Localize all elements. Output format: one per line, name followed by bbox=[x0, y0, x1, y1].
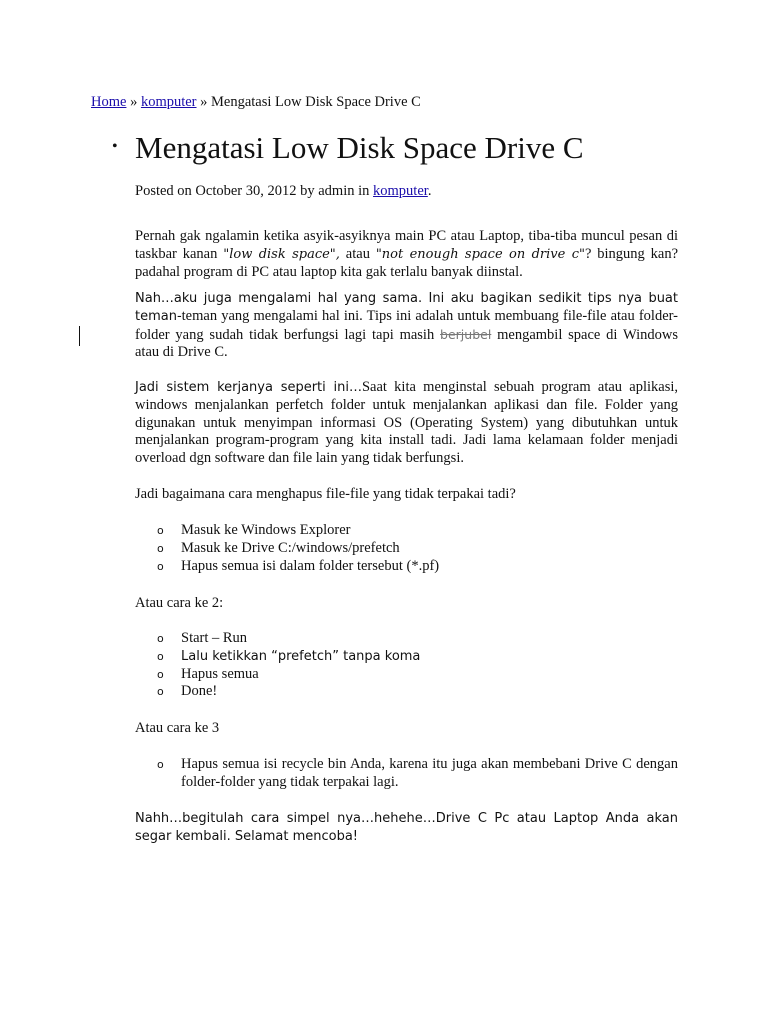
paragraph-6: Atau cara ke 3 bbox=[135, 720, 220, 736]
text-cursor-icon bbox=[79, 326, 80, 346]
list-item bbox=[0, 630, 678, 648]
post-meta-suffix: . bbox=[427, 183, 432, 199]
post-title-row bbox=[0, 128, 768, 172]
list-item bbox=[0, 683, 678, 701]
paragraph-1 bbox=[135, 228, 678, 281]
list-bullet-icon: o bbox=[157, 559, 164, 573]
paragraph-text: mengambil space di Windows atau di Drive C. bbox=[135, 326, 679, 361]
list-item-text: Done! bbox=[181, 683, 218, 700]
breadcrumb-separator: » bbox=[196, 94, 212, 110]
breadcrumb-current: Mengatasi Low Disk Space Drive C bbox=[211, 94, 421, 110]
steps-list-3 bbox=[0, 756, 768, 792]
list-item-text: Masuk ke Drive C:/windows/prefetch bbox=[181, 539, 400, 556]
paragraph-text: Nah…aku juga mengalami hal yang sama. Ini aku bagikan sedikit tips nya buat teman- bbox=[135, 291, 678, 324]
breadcrumb-separator: » bbox=[126, 94, 141, 110]
steps-list-2 bbox=[0, 630, 768, 701]
list-item-text: Hapus semua bbox=[181, 665, 259, 682]
breadcrumb-category-link[interactable]: komputer bbox=[140, 94, 197, 110]
quoted-message: "not enough space on drive c" bbox=[375, 246, 585, 262]
paragraph-2 bbox=[135, 290, 678, 362]
title-bullet-icon: • bbox=[112, 138, 118, 155]
page-title: Mengatasi Low Disk Space Drive C bbox=[135, 130, 584, 165]
list-item-text: Lalu ketikkan “prefetch” tanpa koma bbox=[181, 648, 421, 664]
list-item bbox=[0, 522, 678, 540]
paragraph-text: teman yang mengalami hal ini. Tips ini adalah untuk membuang file-file atau folder-folder yang sudah tidak berfungsi lagi tapi masih bbox=[135, 307, 678, 343]
list-item bbox=[0, 540, 678, 558]
paragraph-3 bbox=[135, 379, 678, 468]
list-item-text: Start – Run bbox=[181, 630, 248, 646]
paragraph-text: Jadi sistem kerjanya seperti ini… bbox=[135, 380, 362, 395]
list-bullet-icon: o bbox=[157, 667, 164, 681]
list-item bbox=[0, 558, 678, 576]
list-bullet-icon: o bbox=[157, 649, 164, 663]
paragraph-5: Atau cara ke 2: bbox=[135, 595, 224, 611]
list-item-text: Masuk ke Windows Explorer bbox=[181, 522, 351, 538]
breadcrumb bbox=[91, 92, 421, 112]
paragraph-4: Jadi bagaimana cara menghapus file-file yang tidak terpakai tadi? bbox=[135, 486, 516, 502]
list-item-text: Hapus semua isi recycle bin Anda, karena itu juga akan membebani Drive C dengan folder-folder yang tidak terpakai lagi. bbox=[181, 756, 678, 790]
post-category-link[interactable]: komputer bbox=[373, 183, 428, 199]
strikethrough-text: berjubel bbox=[440, 326, 492, 342]
post-meta bbox=[135, 181, 431, 201]
paragraph-text: Nahh…begitulah cara simpel nya…hehehe…Drive C Pc atau Laptop Anda akan segar kembali. Selamat mencoba! bbox=[135, 811, 678, 844]
list-item bbox=[0, 756, 678, 792]
list-bullet-icon: o bbox=[157, 632, 164, 645]
list-bullet-icon: o bbox=[157, 541, 164, 555]
paragraph-7 bbox=[135, 810, 678, 846]
list-item bbox=[0, 666, 678, 684]
list-bullet-icon: o bbox=[157, 524, 164, 537]
list-bullet-icon: o bbox=[157, 758, 164, 771]
list-item bbox=[0, 648, 678, 666]
paragraph-text: Saat kita menginstal sebuah program atau aplikasi, windows menjalankan perfetch folder untuk menjalankan aplikasi dan file. Folder yang digunakan untuk menyimpan informasi OS (Operating System) yang dibutuhkan untuk menjalankan program-program yang kita install tadi. Jadi lama kelamaan folder menjadi overload dgn software dan file lain yang tidak berfungsi. bbox=[135, 379, 678, 467]
post-meta-text: Posted on October 30, 2012 by admin in bbox=[135, 183, 374, 199]
quoted-message: "low disk space", bbox=[223, 246, 340, 262]
paragraph-text: atau bbox=[339, 245, 376, 262]
list-bullet-icon: o bbox=[157, 685, 164, 699]
paragraph-text: Pernah gak ngalamin ketika asyik-asyiknya main PC atau Laptop, tiba-tiba muncul pesan di taskbar kanan bbox=[135, 228, 678, 262]
paragraph-text: ? bingung kan? padahal program di PC atau laptop kita gak terlalu banyak diinstal. bbox=[135, 245, 679, 280]
steps-list-1 bbox=[0, 522, 768, 575]
list-item-text: Hapus semua isi dalam folder tersebut (*.pf) bbox=[181, 557, 440, 574]
breadcrumb-home-link[interactable]: Home bbox=[91, 94, 127, 110]
